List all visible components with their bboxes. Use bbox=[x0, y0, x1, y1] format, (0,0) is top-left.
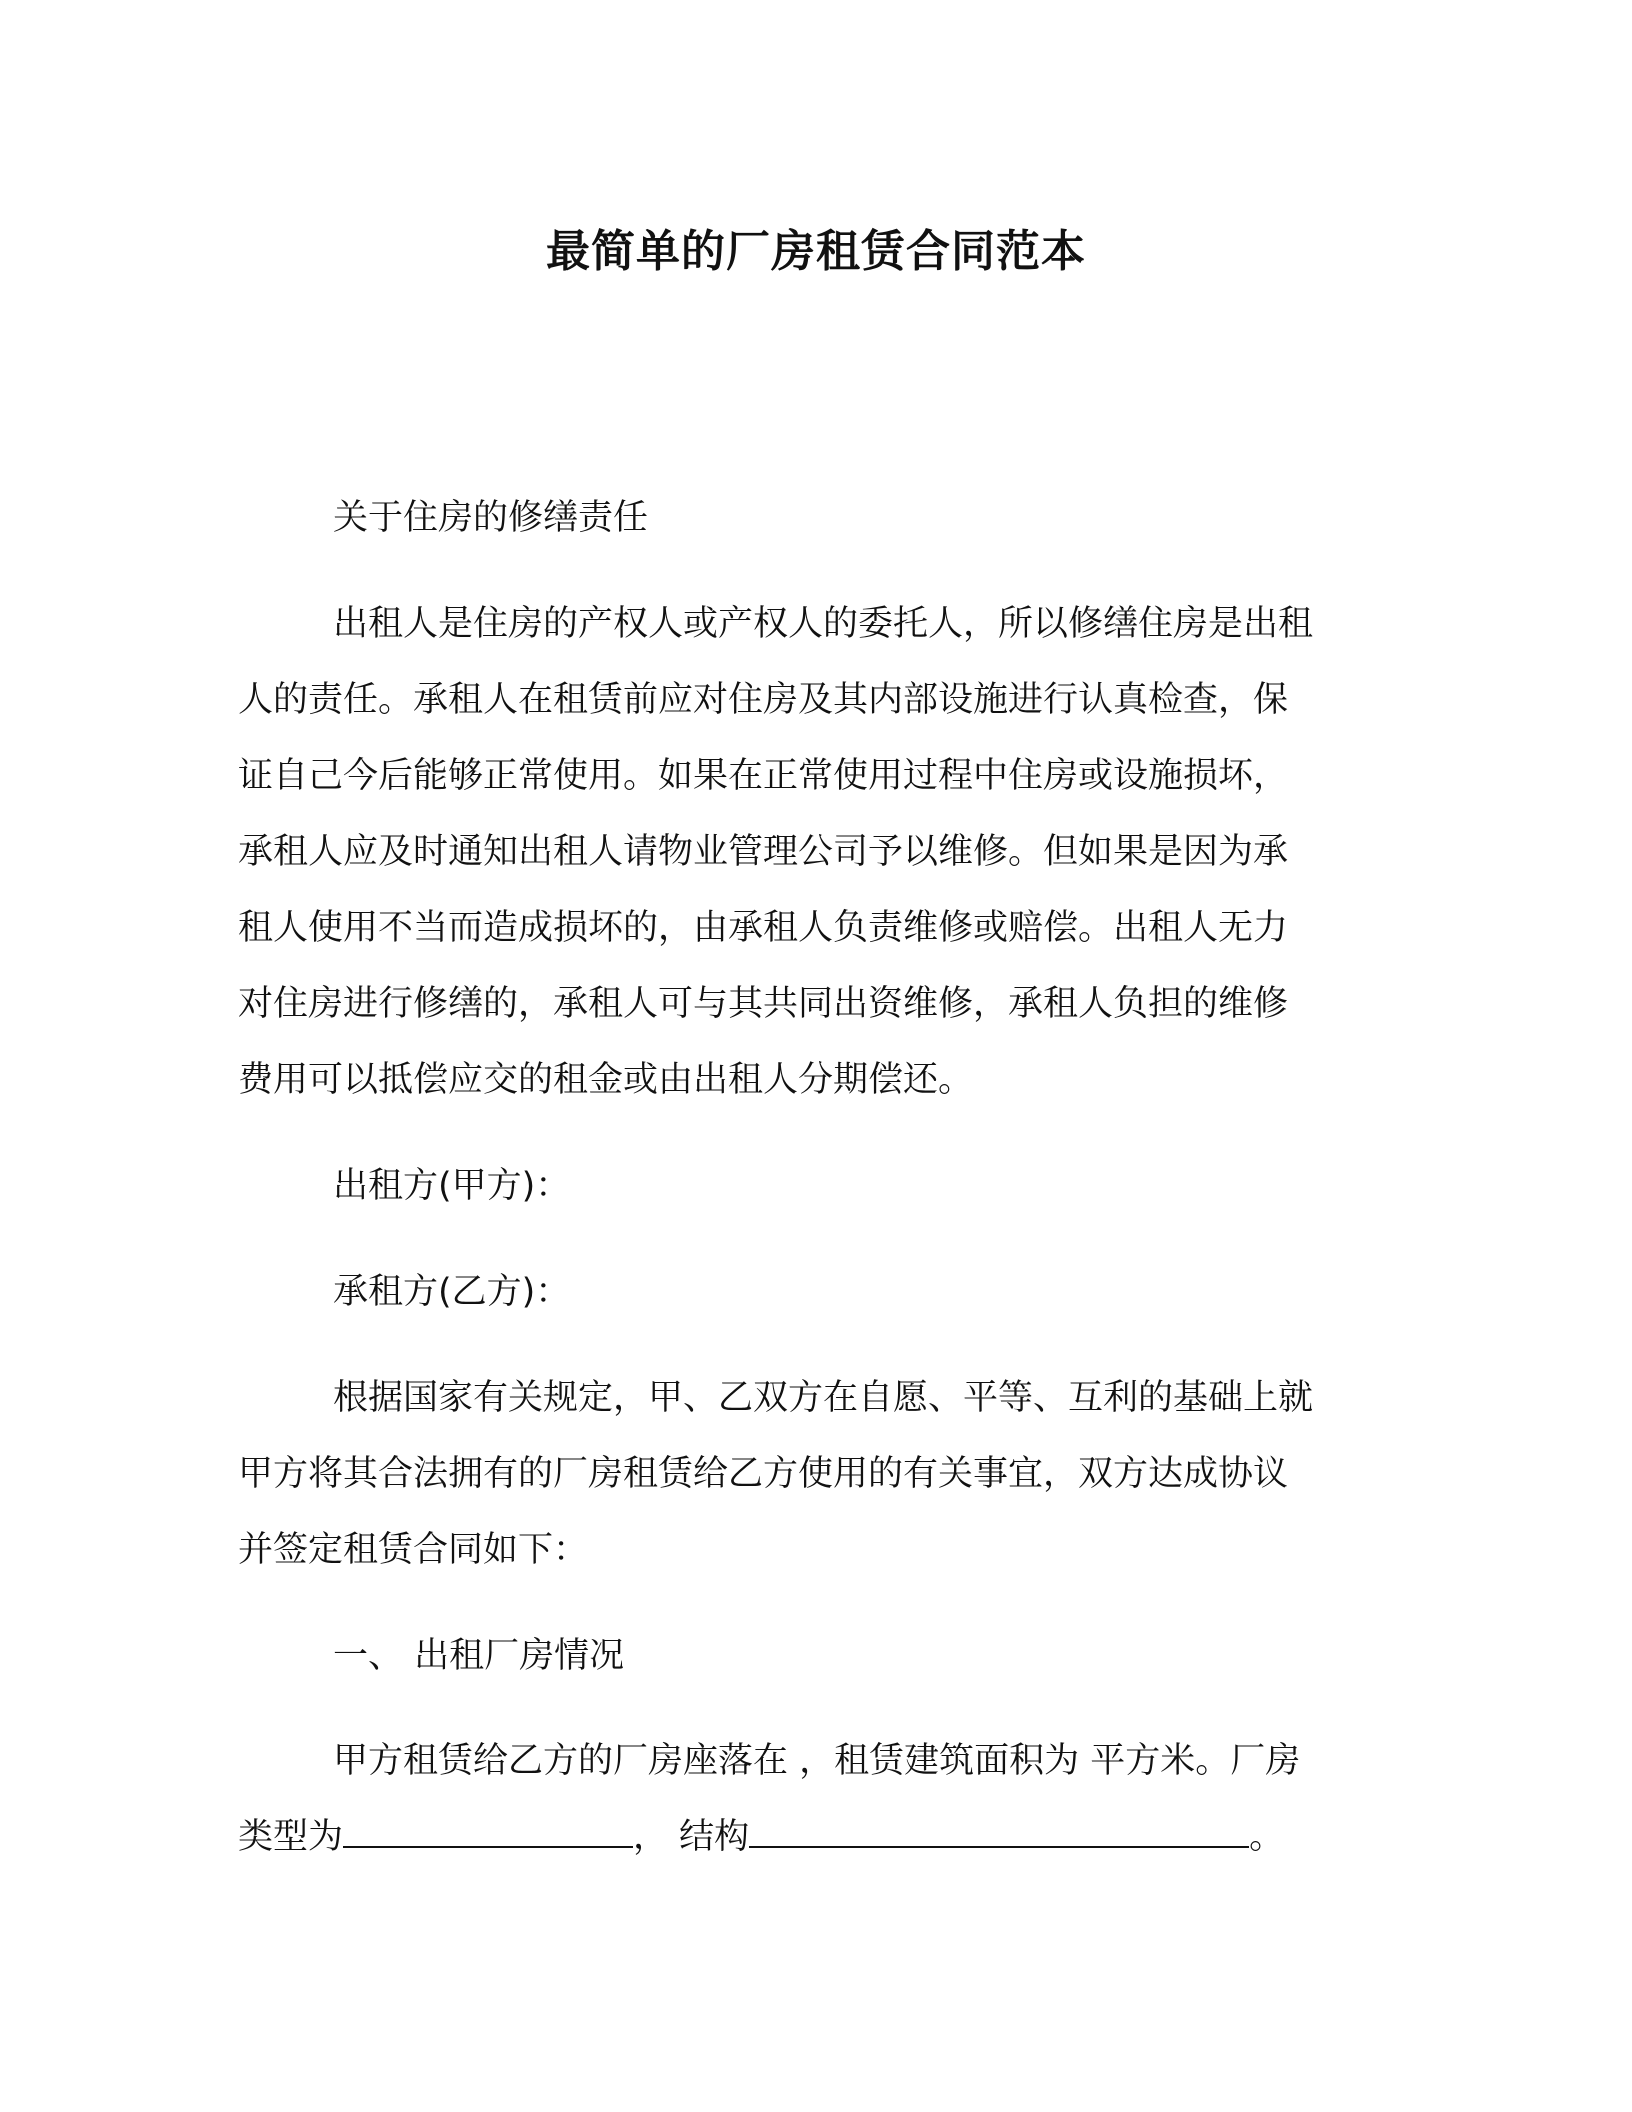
paragraph1-line: 费用可以抵偿应交的租金或由出租人分期偿还。 bbox=[238, 1060, 974, 1100]
lessee-label: 承租方(乙方)： bbox=[333, 1272, 571, 1312]
paragraph1-line: 租人使用不当而造成损坏的，由承租人负责维修或赔偿。出租人无力 bbox=[238, 908, 1289, 948]
paragraph1-line: 承租人应及时通知出租人请物业管理公司予以维修。但如果是因为承 bbox=[238, 832, 1289, 872]
document-title: 最简单的厂房租赁合同范本 bbox=[546, 226, 1086, 277]
paragraph1-line: 证自己今后能够正常使用。如果在正常使用过程中住房或设施损坏， bbox=[238, 756, 1289, 796]
clause1-heading: 一、 出租厂房情况 bbox=[333, 1636, 625, 1676]
clause1-line-with-blanks bbox=[238, 1814, 1284, 1860]
paragraph2-line: 并签定租赁合同如下： bbox=[238, 1530, 589, 1570]
fill-in-blank-type[interactable] bbox=[343, 1816, 633, 1848]
clause1-line: 甲方租赁给乙方的厂房座落在 ，租赁建筑面积为 平方米。厂房 bbox=[333, 1741, 1301, 1781]
paragraph1-line: 对住房进行修缮的，承租人可与其共同出资维修，承租人负担的维修 bbox=[238, 984, 1289, 1024]
clause1-line2-prefix: 类型为 bbox=[238, 1817, 344, 1857]
clause1-line2-mid: ， 结构 bbox=[633, 1817, 750, 1857]
paragraph1-line: 人的责任。承租人在租赁前应对住房及其内部设施进行认真检查，保 bbox=[238, 680, 1289, 720]
paragraph2-line: 根据国家有关规定，甲、乙双方在自愿、平等、互利的基础上就 bbox=[333, 1378, 1314, 1418]
section-heading: 关于住房的修缮责任 bbox=[333, 498, 649, 538]
paragraph2-line: 甲方将其合法拥有的厂房租赁给乙方使用的有关事宜，双方达成协议 bbox=[238, 1454, 1289, 1494]
lessor-label: 出租方(甲方)： bbox=[333, 1166, 571, 1206]
paragraph1-line: 出租人是住房的产权人或产权人的委托人，所以修缮住房是出租 bbox=[333, 604, 1314, 644]
clause1-line2-end: 。 bbox=[1249, 1817, 1285, 1857]
fill-in-blank-structure[interactable] bbox=[749, 1816, 1249, 1848]
